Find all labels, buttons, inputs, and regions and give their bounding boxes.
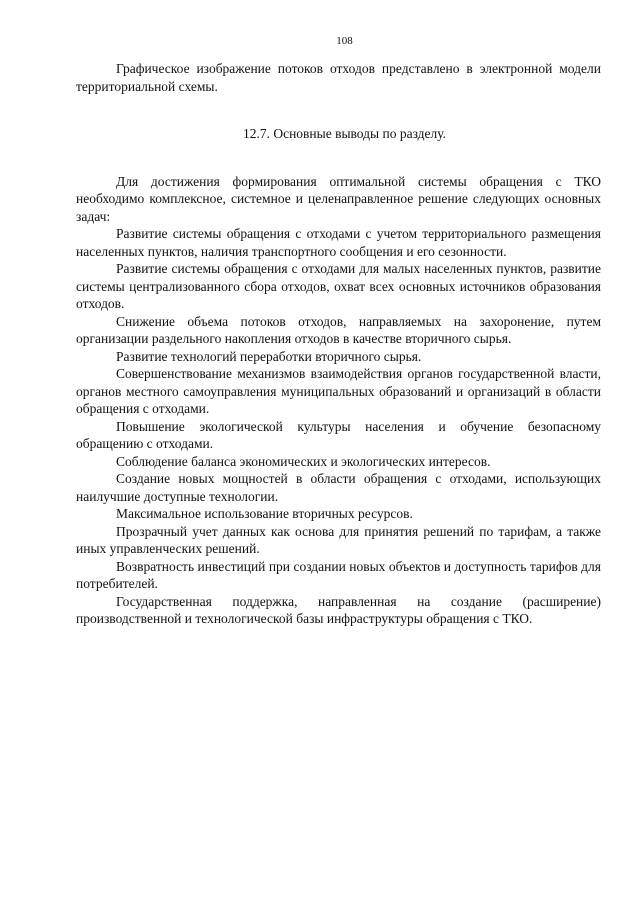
task-item: Развитие системы обращения с отходами с учетом территориального размещения населенных пунктов, наличия транспортного сообщения и его сезонности. (76, 226, 601, 259)
task-item: Создание новых мощностей в области обращения с отходами, использующих наилучшие доступные технологии. (76, 471, 601, 504)
section-heading: 12.7. Основные выводы по разделу. (242, 126, 447, 141)
task-item: Развитие системы обращения с отходами для малых населенных пунктов, развитие системы централизованного сбора отходов, охват всех основных источников образования отходов. (76, 261, 601, 311)
task-item: Снижение объема потоков отходов, направляемых на захоронение, путем организации раздельного накопления отходов в качестве вторичного сырья. (76, 313, 601, 346)
task-item: Совершенствование механизмов взаимодействия органов государственной власти, органов местного самоуправления муниципальных образований и организаций в области обращения с отходами. (76, 366, 601, 416)
document-page (76, 34, 601, 628)
task-item: Прозрачный учет данных как основа для принятия решений по тарифам, а также иных управленческих решений. (76, 523, 601, 556)
task-item: Возвратность инвестиций при создании новых объектов и доступность тарифов для потребителей. (76, 558, 601, 591)
task-item: Повышение экологической культуры населения и обучение безопасному обращению с отходами. (76, 418, 601, 451)
task-item: Соблюдение баланса экономических и экологических интересов. (116, 453, 491, 469)
task-list (76, 225, 601, 628)
intro-paragraph: Графическое изображение потоков отходов представлено в электронной модели территориальной схемы. (76, 61, 601, 94)
lead-paragraph: Для достижения формирования оптимальной системы обращения с ТКО необходимо комплексное, системное и целенаправленное решение следующих основных задач: (76, 173, 601, 224)
task-item: Государственная поддержка, направленная на создание (расширение) производственной и технологической базы инфраструктуры обращения с ТКО. (76, 593, 601, 626)
page-number: 108 (336, 35, 353, 47)
task-item: Развитие технологий переработки вторичного сырья. (116, 348, 422, 364)
task-item: Максимальное использование вторичных ресурсов. (116, 506, 413, 521)
